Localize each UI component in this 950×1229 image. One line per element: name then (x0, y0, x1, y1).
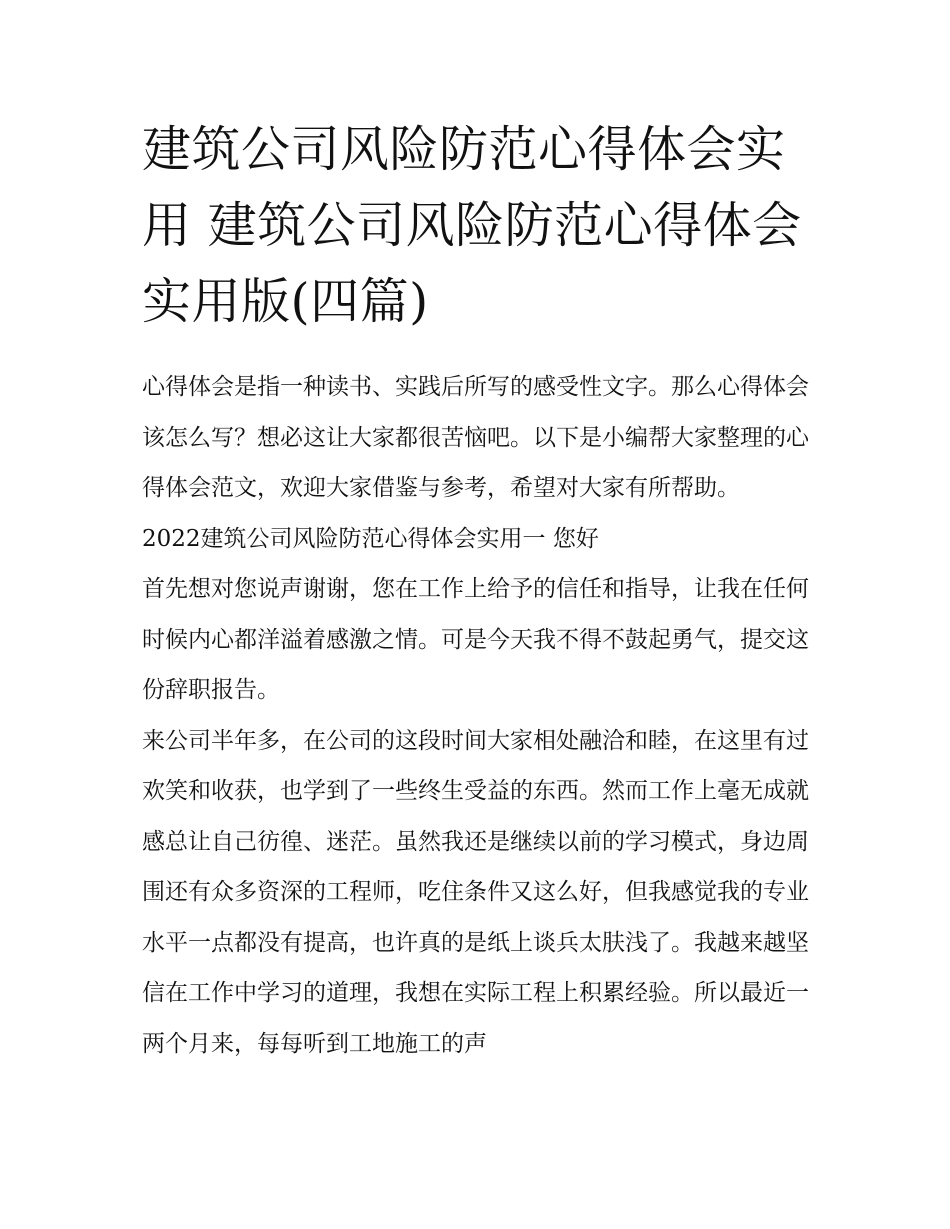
document-page (142, 112, 814, 1069)
body-paragraph: 首先想对您说声谢谢，您在工作上给予的信任和指导，让我在任何时候内心都洋溢着感激之情。可是今天我不得不鼓起勇气，提交这份辞职报告。 (142, 576, 809, 703)
document-body (142, 362, 814, 1069)
body-paragraph: 来公司半年多，在公司的这段时间大家相处融洽和睦，在这里有过欢笑和收获，也学到了一些终生受益的东西。然而工作上毫无成就感总让自己彷徨、迷茫。虽然我还是继续以前的学习模式，身边周围还有众多资深的工程师，吃住条件又这么好，但我感觉我的专业水平一点都没有提高，也许真的是纸上谈兵太肤浅了。我越来越坚信在工作中学习的道理，我想在实际工程上积累经验。所以最近一两个月来，每每听到工地施工的声 (142, 727, 809, 1057)
intro-paragraph: 心得体会是指一种读书、实践后所写的感受性文字。那么心得体会该怎么写？想必这让大家都很苦恼吧。以下是小编帮大家整理的心得体会范文，欢迎大家借鉴与参考，希望对大家有所帮助。 (142, 374, 809, 501)
document-title: 建筑公司风险防范心得体会实用 建筑公司风险防范心得体会实用版(四篇) (142, 121, 802, 330)
section-heading: 2022建筑公司风险防范心得体会实用一 您好 (142, 525, 599, 552)
